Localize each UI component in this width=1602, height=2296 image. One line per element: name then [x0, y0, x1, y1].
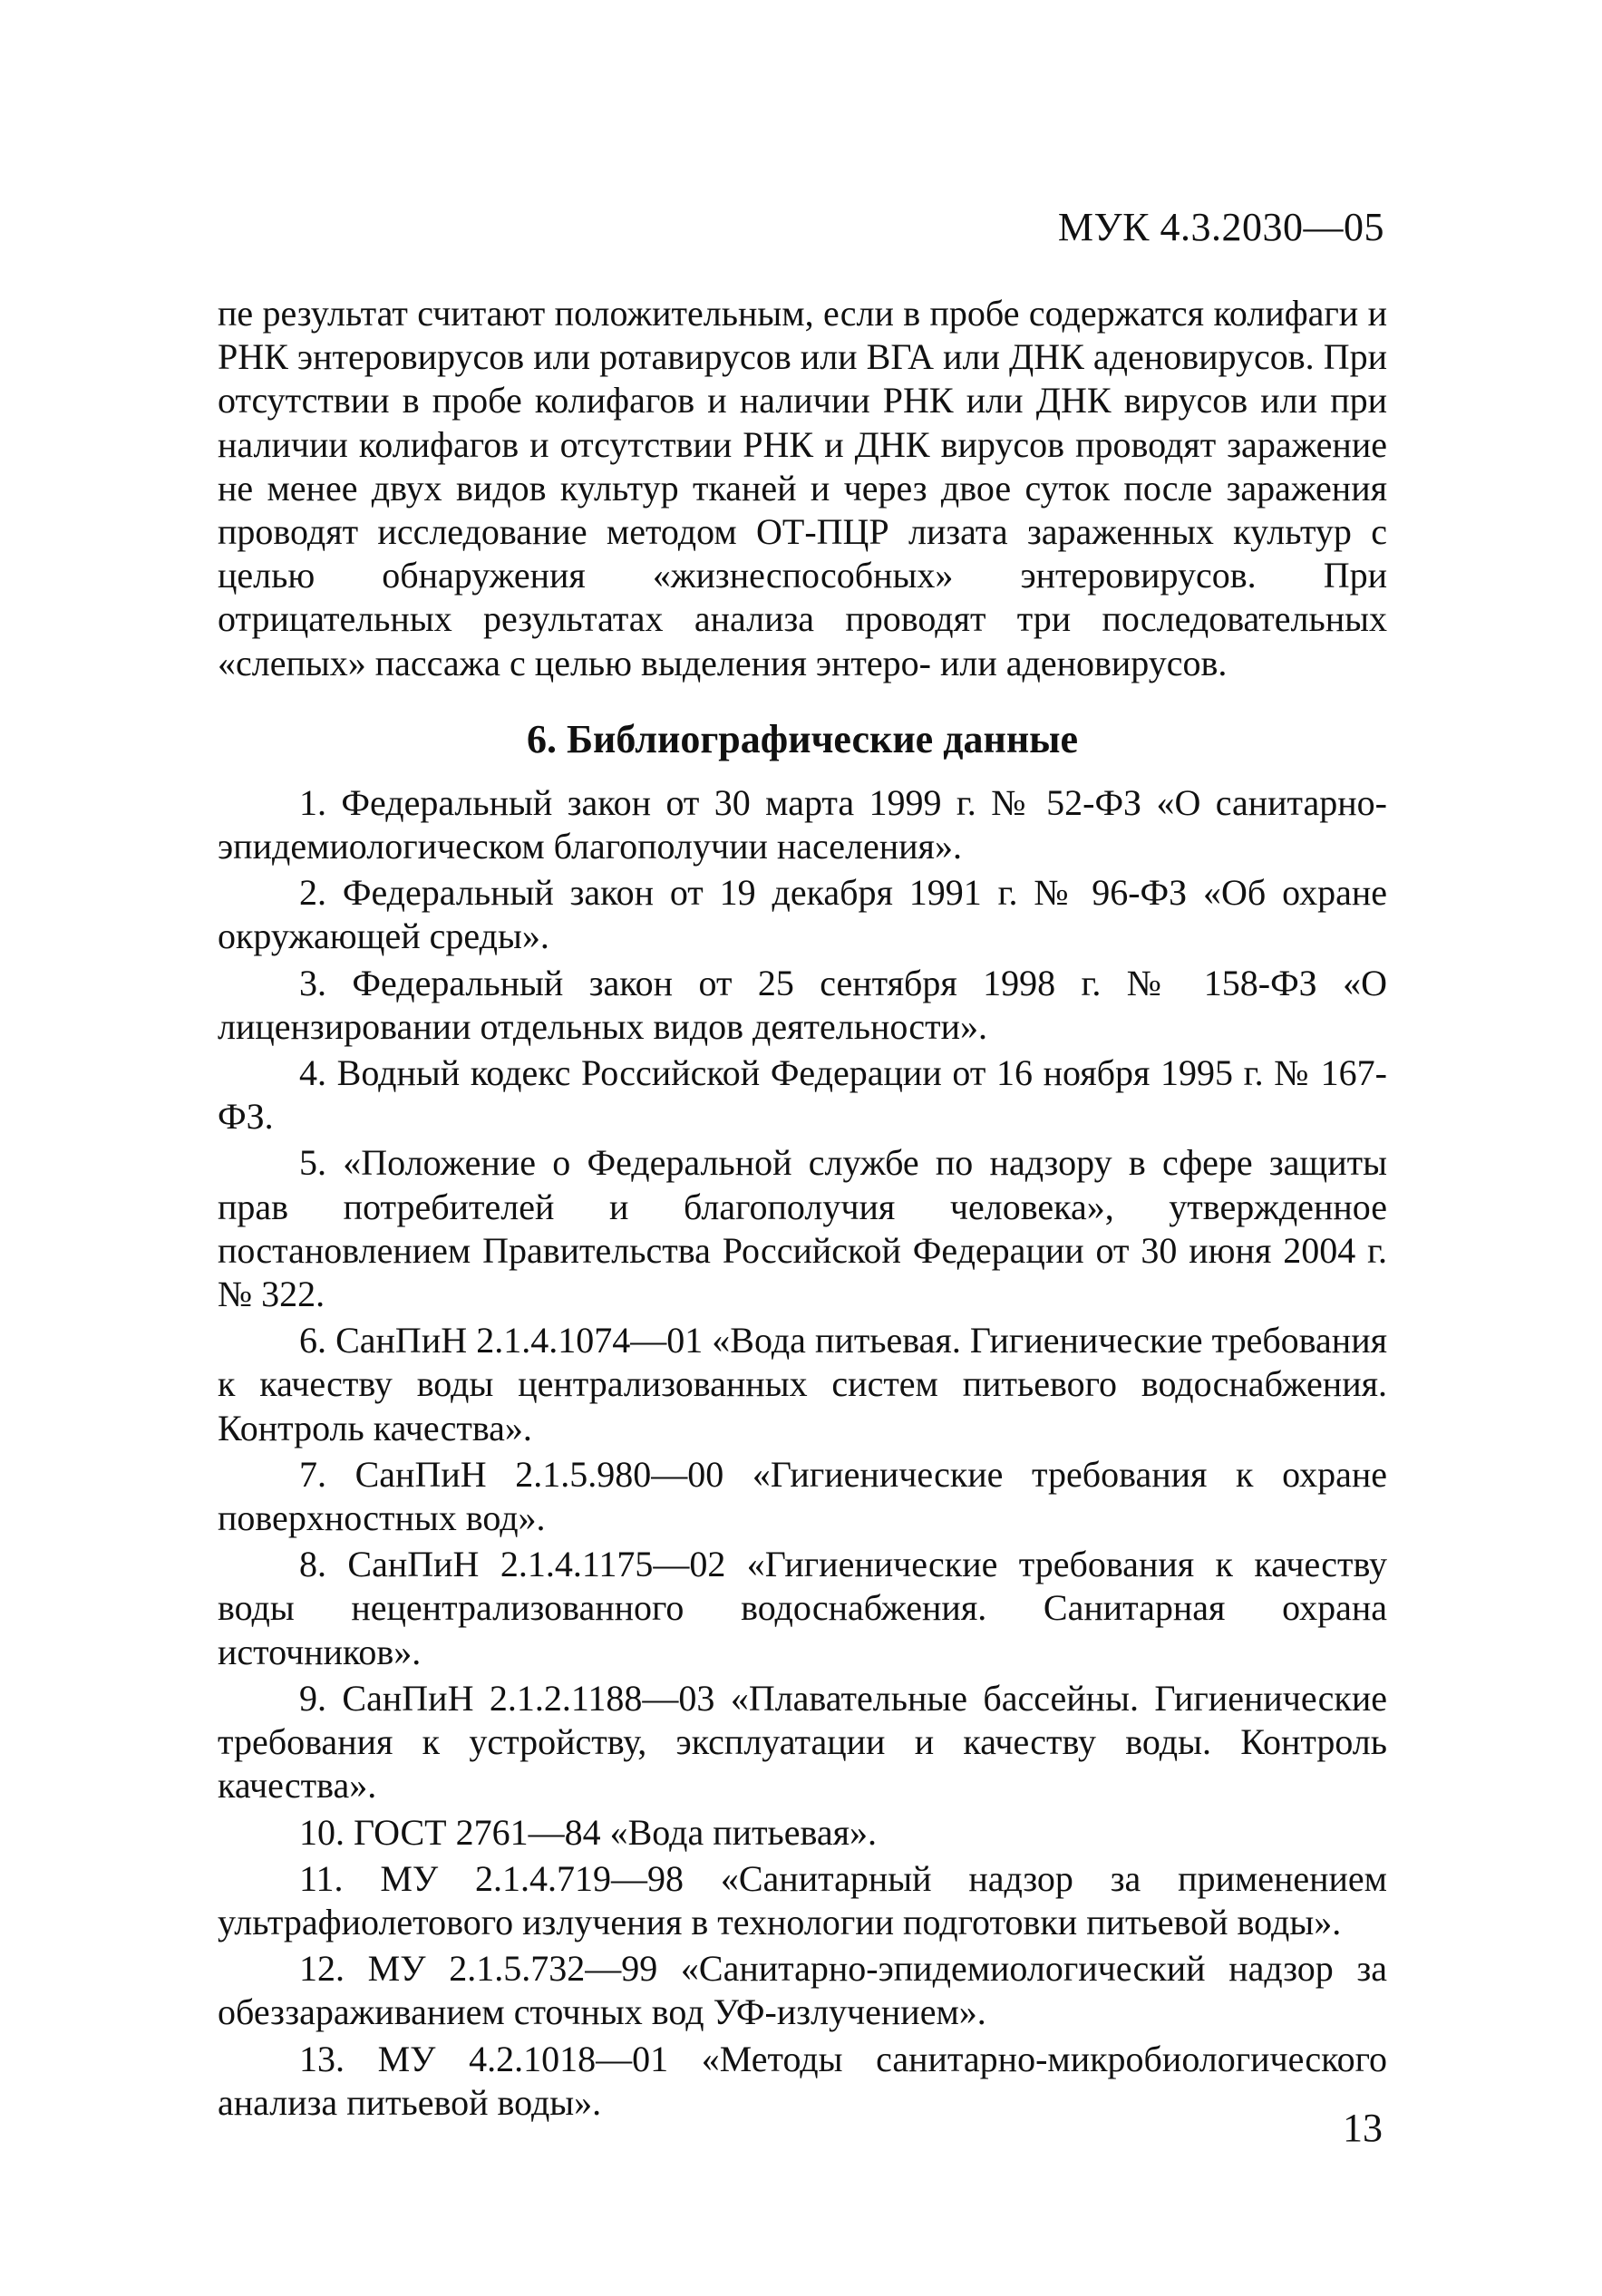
reference-item: 13. МУ 4.2.1018—01 «Методы санитарно-микробиологического анализа питьевой воды». [218, 2038, 1387, 2123]
reference-item: 11. МУ 2.1.4.719—98 «Санитарный надзор за применением ультрафиолетового излучения в технологии подготовки питьевой воды». [218, 1857, 1387, 1942]
references-list [218, 781, 1387, 2125]
section-title: 6. Библиографические данные [526, 716, 1079, 761]
reference-item: 2. Федеральный закон от 19 декабря 1991 г. № 96-ФЗ «Об охране окружающей среды». [218, 872, 1387, 957]
intro-paragraph: пе результат считают положительным, если в пробе содержатся колифаги и РНК энтеровирусов или ротавирусов или ВГА или ДНК аденовирусов. При отсутствии в пробе колифагов и наличии РНК или ДНК вирусов или при наличии колифагов и отсутствии РНК и ДНК вирусов проводят заражение не менее двух видов культур тканей и через двое суток после заражения проводят исследование методом ОТ-ПЦР лизата зараженных культур с целью обнаружения «жизнеспособных» энтеровирусов. При отрицательных результатах анализа проводят три последовательных «слепых» пассажа с целью выделения энтеро- или аденовирусов. [218, 293, 1387, 683]
page-content [218, 292, 1387, 2127]
reference-item: 3. Федеральный закон от 25 сентября 1998 г. № 158-ФЗ «О лицензировании отдельных видов деятельности». [218, 962, 1387, 1047]
reference-item: 6. СанПиН 2.1.4.1074—01 «Вода питьевая. Гигиенические требования к качеству воды централизованных систем питьевого водоснабжения. Контроль качества». [218, 1320, 1387, 1448]
reference-item: 7. СанПиН 2.1.5.980—00 «Гигиенические требования к охране поверхностных вод». [218, 1453, 1387, 1539]
reference-item: 10. ГОСТ 2761—84 «Вода питьевая». [299, 1811, 878, 1853]
reference-item: 8. СанПиН 2.1.4.1175—02 «Гигиенические требования к качеству воды нецентрализованного водоснабжения. Санитарная охрана источников». [218, 1544, 1387, 1672]
document-code: МУК 4.3.2030—05 [1057, 205, 1384, 249]
reference-item: 1. Федеральный закон от 30 марта 1999 г. № 52-ФЗ «О санитарно-эпидемиологическом благополучии населения». [218, 781, 1387, 867]
reference-item: 9. СанПиН 2.1.2.1188—03 «Плавательные бассейны. Гигиенические требования к устройству, эксплуатации и качеству воды. Контроль качества». [218, 1677, 1387, 1807]
reference-item: 5. «Положение о Федеральной службе по надзору в сфере защиты прав потребителей и благополучия человека», утвержденное постановлением Правительства Российской Федерации от 30 июня 2004 г. № 322. [218, 1142, 1387, 1315]
reference-item: 12. МУ 2.1.5.732—99 «Санитарно-эпидемиологический надзор за обеззараживанием сточных вод УФ-излучением». [218, 1948, 1387, 2033]
reference-item: 4. Водный кодекс Российской Федерации от 16 ноября 1995 г. № 167-ФЗ. [218, 1052, 1387, 1138]
page-number: 13 [1343, 2106, 1383, 2150]
